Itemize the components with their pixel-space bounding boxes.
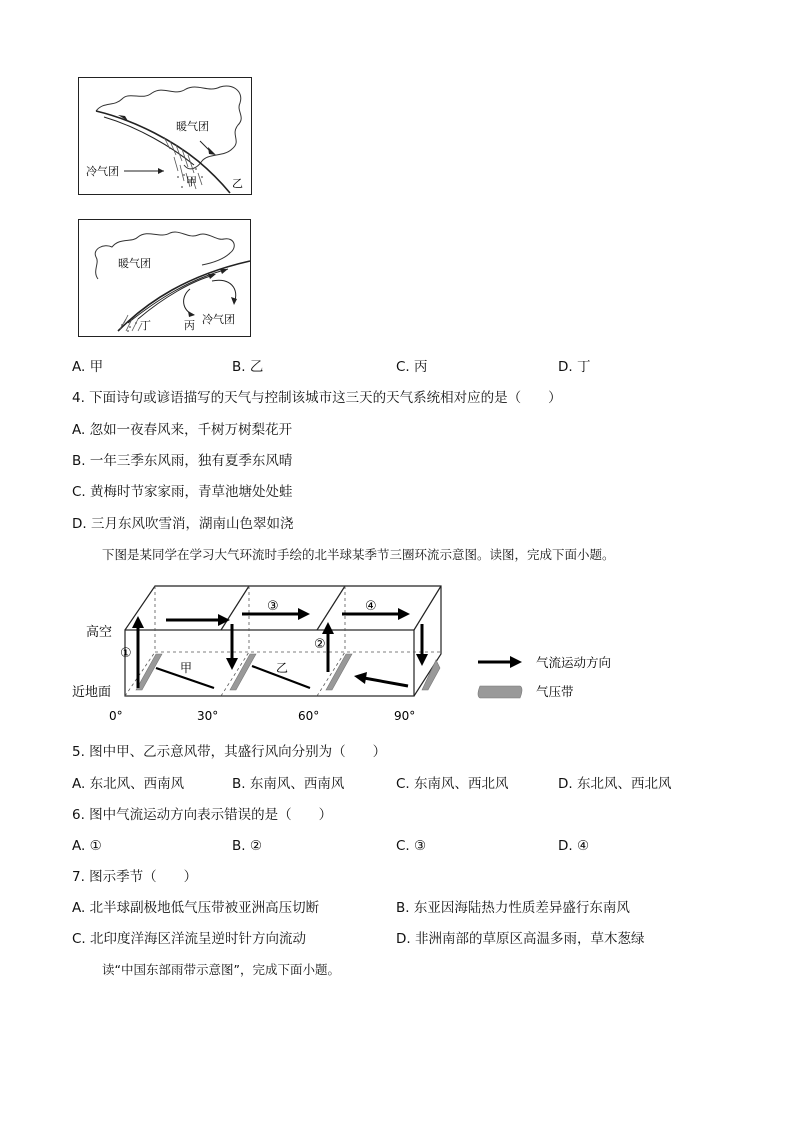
q3-option-b[interactable]: B. 乙	[232, 359, 264, 375]
front-diagram-2	[78, 219, 254, 339]
marker-2: ②	[314, 637, 326, 652]
block-outline	[125, 586, 441, 696]
pressure-belt-60	[326, 654, 352, 690]
flow-arrow-polar-east	[364, 678, 408, 686]
belt-yi-label: 乙	[276, 661, 289, 675]
q5-option-c[interactable]: C. 东南风、西北风	[396, 776, 509, 792]
intro-rainbelt: 读“中国东部雨带示意图”，完成下面小题。	[102, 962, 340, 977]
warm-air-label: 暖气团	[176, 120, 209, 133]
circulation-diagram	[72, 582, 640, 726]
lat-30: 30°	[197, 709, 219, 723]
q4-stem: 4. 下面诗句或谚语描写的天气与控制该城市这三天的天气系统相对应的是（ ）	[72, 390, 562, 406]
marker-1: ①	[120, 646, 132, 661]
legend-belt-label: 气压带	[536, 684, 574, 699]
q7-stem: 7. 图示季节（ ）	[72, 869, 198, 885]
q3-option-c[interactable]: C. 丙	[396, 359, 428, 375]
q5-option-a[interactable]: A. 东北风、西南风	[72, 776, 185, 792]
q4-option-d[interactable]: D. 三月东风吹雪消，湖南山色翠如浇	[72, 516, 294, 532]
warm-air-label: 暖气团	[118, 257, 151, 270]
label-bing: 丙	[184, 319, 195, 332]
label-yi: 乙	[232, 177, 243, 190]
surface-label: 近地面	[72, 685, 112, 700]
intro-circulation: 下图是某同学在学习大气环流时手绘的北半球某季节三圈环流示意图。读图，完成下面小题。	[102, 547, 615, 562]
lat-60: 60°	[298, 709, 320, 723]
q6-option-c[interactable]: C. ③	[396, 838, 427, 854]
q7-option-c[interactable]: C. 北印度洋海区洋流呈逆时针方向流动	[72, 931, 307, 947]
marker-3: ③	[267, 599, 279, 614]
lat-90: 90°	[394, 709, 416, 723]
q7-option-b[interactable]: B. 东亚因海陆热力性质差异盛行东南风	[396, 900, 630, 916]
cold-air-label: 冷气团	[202, 313, 235, 326]
marker-4: ④	[365, 599, 377, 614]
q6-option-d[interactable]: D. ④	[558, 838, 590, 854]
q3-option-a[interactable]: A. 甲	[72, 359, 104, 375]
q5-option-b[interactable]: B. 东南风、西南风	[232, 776, 345, 792]
q4-option-b[interactable]: B. 一年三季东风雨，独有夏季东风晴	[72, 453, 293, 469]
pressure-belt-90	[422, 660, 440, 690]
legend-flow-label: 气流运动方向	[536, 655, 612, 670]
lat-0: 0°	[109, 709, 123, 723]
q3-option-d[interactable]: D. 丁	[558, 359, 591, 375]
q7-option-a[interactable]: A. 北半球副极地低气压带被亚洲高压切断	[72, 900, 320, 916]
q5-option-d[interactable]: D. 东北风、西北风	[558, 776, 672, 792]
belt-jia-label: 甲	[180, 661, 193, 675]
q6-option-b[interactable]: B. ②	[232, 838, 262, 854]
q7-option-d[interactable]: D. 非洲南部的草原区高温多雨，草木葱绿	[396, 931, 645, 947]
high-altitude-label: 高空	[86, 625, 113, 640]
cold-air-label: 冷气团	[86, 165, 119, 178]
legend-belt-swatch	[478, 686, 522, 698]
q4-option-a[interactable]: A. 忽如一夜春风来，千树万树梨花开	[72, 422, 293, 438]
front-diagram-1	[78, 77, 254, 197]
q5-stem: 5. 图中甲、乙示意风带，其盛行风向分别为（ ）	[72, 744, 387, 760]
q6-stem: 6. 图中气流运动方向表示错误的是（ ）	[72, 807, 333, 823]
q4-option-c[interactable]: C. 黄梅时节家家雨，青草池塘处处蛙	[72, 484, 293, 500]
label-jia: 甲	[186, 175, 197, 188]
pressure-belt-0	[136, 654, 162, 690]
hidden-edges	[125, 586, 441, 696]
q6-option-a[interactable]: A. ①	[72, 838, 102, 854]
label-ding: 丁	[140, 319, 151, 332]
